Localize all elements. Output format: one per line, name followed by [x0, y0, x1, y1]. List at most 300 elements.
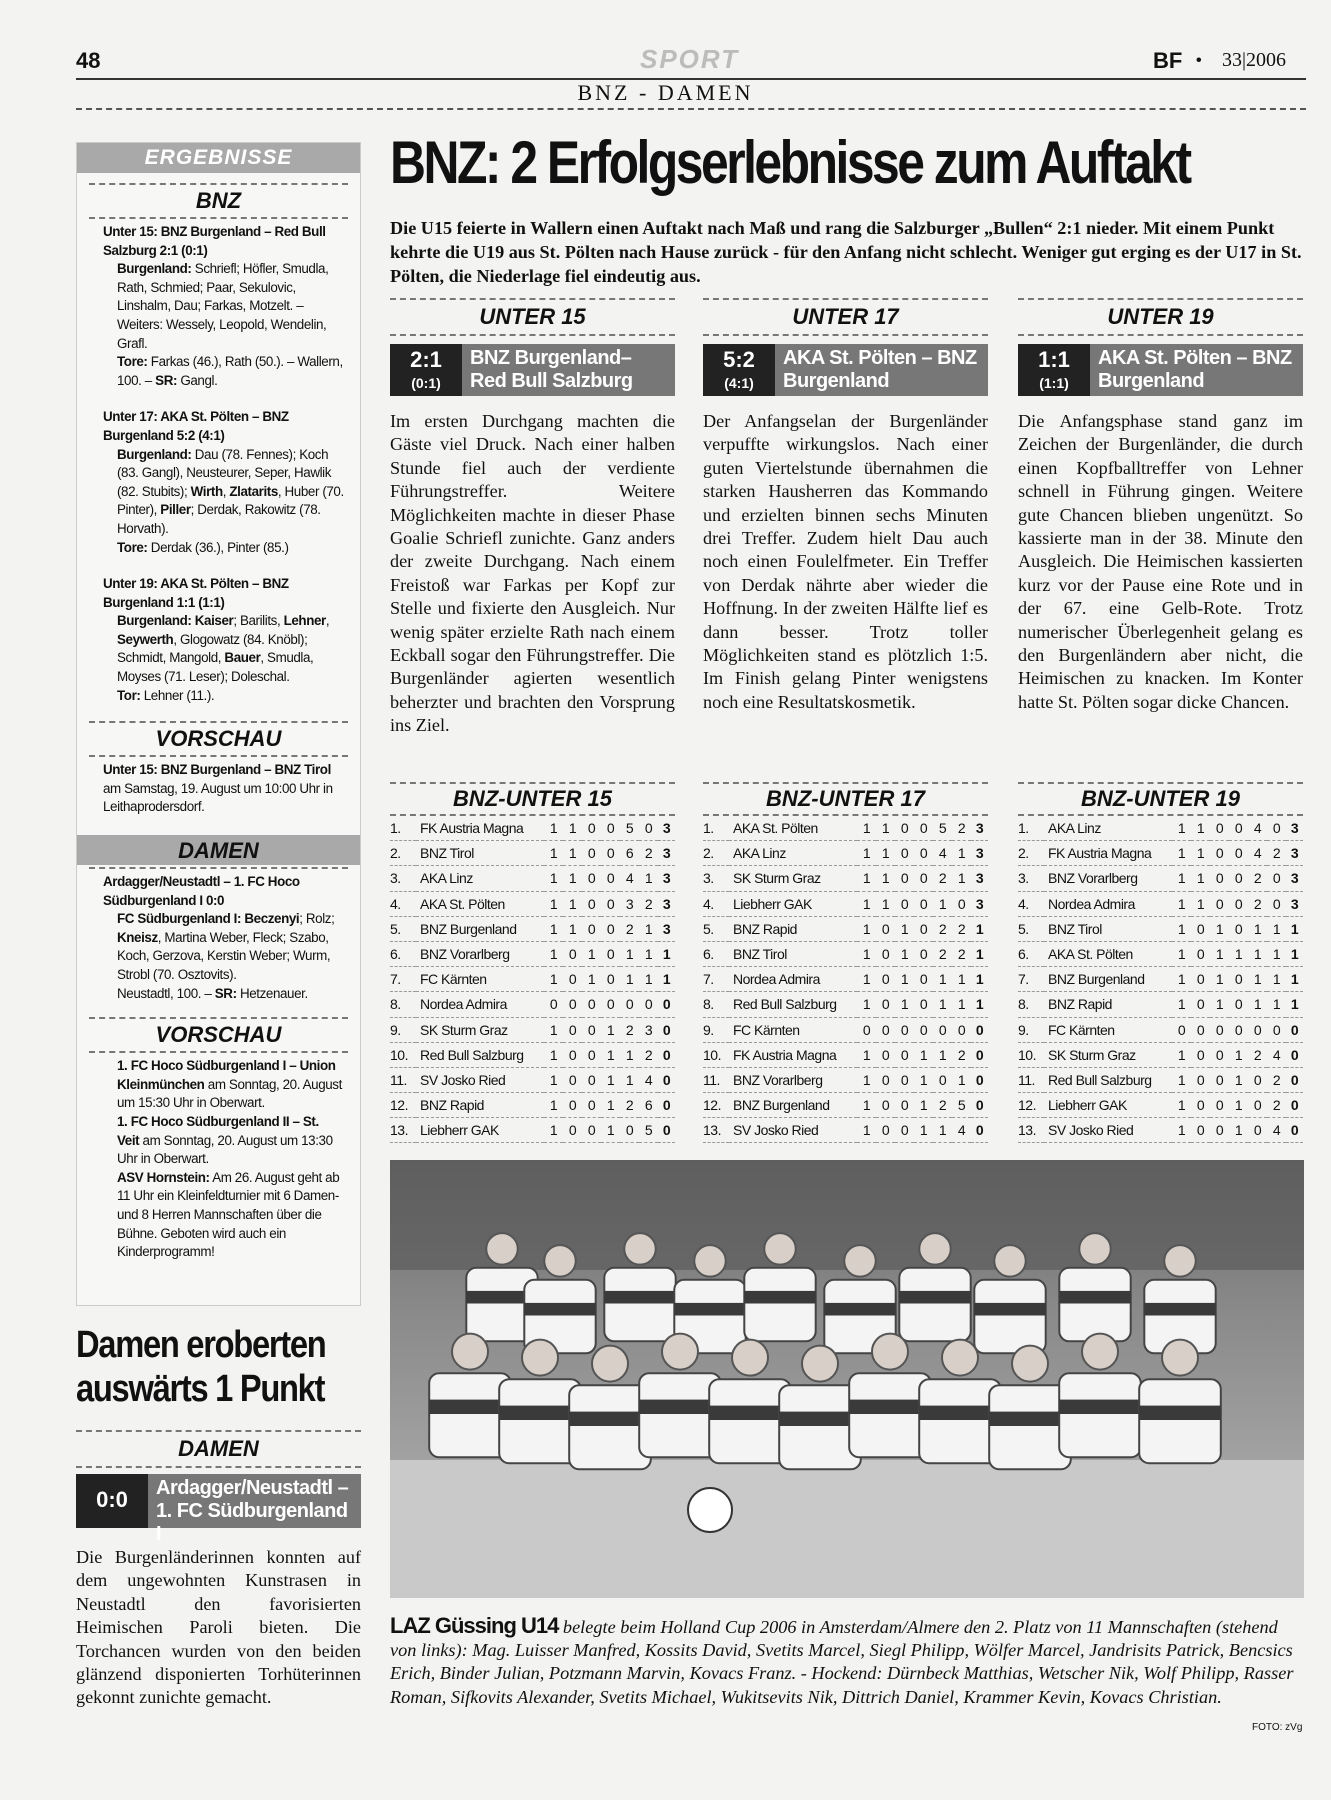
vorschau2-text: 1. FC Hoco Südburgenland I – Union Kleinmünchen am Sonntag, 20. August um 15:30 Uhr in Oberwart. 1. FC Hoco Südburgenland II – St. Veit am Sonntag, 20. August um 13:30 Uhr in Oberwart. ASV Hornstein: Am 26. August geht ab 11 Uhr ein Kleinfeldturnier mit 6 Damen- und 8 Herren Mannschaften über die Bühne. Geboten wird auch ein Kinderprogramm!: [117, 1058, 342, 1260]
table-row: [1018, 1042, 1303, 1067]
stat-cell: 0: [1229, 891, 1248, 916]
stat-cell: 1: [1172, 841, 1191, 866]
match-teams: AKA St. Pölten – BNZ Burgenland: [775, 344, 988, 396]
stat-cell: 0: [1210, 1118, 1229, 1143]
stat-cell: 0: [933, 1067, 952, 1092]
stat-cell: 0: [933, 1017, 952, 1042]
points-cell: 1: [971, 916, 988, 941]
team-cell: BNZ Tirol: [416, 841, 544, 866]
stat-cell: 1: [544, 916, 563, 941]
stat-cell: 1: [952, 841, 971, 866]
stat-cell: 1: [639, 916, 658, 941]
points-cell: 3: [1286, 841, 1303, 866]
stat-cell: 0: [563, 992, 582, 1017]
stat-cell: 0: [857, 1017, 876, 1042]
stat-cell: 0: [563, 941, 582, 966]
stat-cell: 1: [1248, 941, 1267, 966]
table-row: [390, 1093, 675, 1118]
rank-cell: 6.: [390, 941, 416, 966]
stat-cell: 0: [601, 891, 620, 916]
stat-cell: 0: [1191, 967, 1210, 992]
score: [703, 344, 775, 396]
team-cell: AKA Linz: [416, 866, 544, 891]
stat-cell: 1: [933, 1118, 952, 1143]
scorebox: [703, 344, 988, 396]
photo-credit: FOTO: zVg: [1252, 1722, 1303, 1733]
stat-cell: 1: [1267, 967, 1286, 992]
stat-cell: 0: [895, 866, 914, 891]
rank-cell: 2.: [1018, 841, 1044, 866]
stat-cell: 1: [933, 992, 952, 1017]
points-cell: 3: [658, 816, 675, 841]
stat-cell: 1: [933, 891, 952, 916]
stat-cell: 0: [895, 841, 914, 866]
stat-cell: 0: [895, 891, 914, 916]
stat-cell: 1: [857, 1093, 876, 1118]
stat-cell: 0: [914, 967, 933, 992]
stat-cell: 0: [582, 1067, 601, 1092]
points-cell: 3: [658, 866, 675, 891]
stat-cell: 2: [933, 1093, 952, 1118]
stat-cell: 1: [601, 1118, 620, 1143]
rank-cell: 4.: [390, 891, 416, 916]
stat-cell: 1: [544, 1093, 563, 1118]
stat-cell: 0: [1248, 1017, 1267, 1042]
match-teams: AKA St. Pölten – BNZ Burgenland: [1090, 344, 1303, 396]
column-heading: UNTER 19: [1018, 298, 1303, 336]
stat-cell: 1: [895, 941, 914, 966]
halftime-score: (1:1): [1039, 375, 1069, 391]
stat-cell: 2: [1267, 841, 1286, 866]
team-cell: AKA St. Pölten: [729, 816, 857, 841]
stat-cell: 0: [876, 1093, 895, 1118]
stat-cell: 0: [952, 891, 971, 916]
stat-cell: 1: [620, 941, 639, 966]
points-cell: 3: [658, 841, 675, 866]
stat-cell: 0: [1248, 1093, 1267, 1118]
table-row: [1018, 1093, 1303, 1118]
stat-cell: 4: [933, 841, 952, 866]
stat-cell: 0: [895, 1118, 914, 1143]
stat-cell: 2: [952, 816, 971, 841]
stat-cell: 1: [563, 916, 582, 941]
points-cell: 1: [971, 967, 988, 992]
team-cell: BNZ Rapid: [729, 916, 857, 941]
damen-title-line1: Damen eroberten: [76, 1324, 326, 1366]
stat-cell: 0: [1267, 1017, 1286, 1042]
rank-cell: 3.: [390, 866, 416, 891]
table-row: [390, 1118, 675, 1143]
rank-cell: 4.: [703, 891, 729, 916]
score-value: 2:1: [410, 347, 442, 372]
team-cell: BNZ Tirol: [729, 941, 857, 966]
column-body: Im ersten Durchgang machten die Gäste viel Druck. Nach einer halben Stunde fiel auch der verdiente Führungstreffer. Weitere Möglichkeiten machte in dieser Phase Goalie Schriefl zunichte. Ganz anders der zweite Durchgang. Nach einem Freistoß war Farkas per Kopf zur Stelle und fixierte den Ausgleich. Nur wenig später erzielte Rath nach einem Eckball sogar den Führungstreffer. Die Burgenländer agierten wesentlich beherzter und brachten den Vorsprung ins Ziel.: [390, 411, 675, 736]
standings-table: [1018, 816, 1303, 1143]
section-label: SPORT: [640, 44, 740, 74]
stat-cell: 0: [582, 1093, 601, 1118]
stat-cell: 2: [1248, 1042, 1267, 1067]
points-cell: 3: [658, 891, 675, 916]
stat-cell: 0: [544, 992, 563, 1017]
rank-cell: 10.: [703, 1042, 729, 1067]
stat-cell: 0: [1267, 816, 1286, 841]
points-cell: 0: [971, 1067, 988, 1092]
rank-cell: 11.: [390, 1067, 416, 1092]
stat-cell: 1: [876, 866, 895, 891]
stat-cell: 0: [1248, 1118, 1267, 1143]
team-cell: BNZ Burgenland: [729, 1093, 857, 1118]
table-row: [703, 992, 988, 1017]
stat-cell: 1: [952, 992, 971, 1017]
stat-cell: 5: [933, 816, 952, 841]
stat-cell: 1: [544, 1067, 563, 1092]
team-cell: SV Josko Ried: [729, 1118, 857, 1143]
stat-cell: 1: [544, 816, 563, 841]
stat-cell: 4: [952, 1118, 971, 1143]
stat-cell: 1: [1210, 916, 1229, 941]
points-cell: 0: [658, 1042, 675, 1067]
stat-cell: 1: [1267, 941, 1286, 966]
stat-cell: 1: [876, 841, 895, 866]
stat-cell: 5: [620, 816, 639, 841]
vorschau2-heading: VORSCHAU: [89, 1017, 348, 1053]
table-row: [703, 1017, 988, 1042]
stat-cell: 4: [620, 866, 639, 891]
table-row: [390, 891, 675, 916]
table-row: [390, 841, 675, 866]
stat-cell: 0: [876, 1017, 895, 1042]
stat-cell: 0: [1229, 1017, 1248, 1042]
stat-cell: 0: [1229, 866, 1248, 891]
stat-cell: 1: [1172, 1067, 1191, 1092]
stat-cell: 0: [1172, 1017, 1191, 1042]
stat-cell: 0: [582, 1017, 601, 1042]
stat-cell: 0: [1210, 1067, 1229, 1092]
stat-cell: 0: [914, 816, 933, 841]
article-intro: Die U15 feierte in Wallern einen Auftakt nach Maß und rang die Salzburger „Bullen“ 2:1 nieder. Mit einem Punkt kehrte die U19 aus St. Pölten nach Hause zurück - für den Anfang nicht schlecht. Weniger gut erging es der U17 in St. Pölten, die Niederlage fiel eindeutig aus.: [390, 218, 1302, 286]
table-row: [703, 1067, 988, 1092]
rank-cell: 12.: [390, 1093, 416, 1118]
points-cell: 0: [1286, 1093, 1303, 1118]
team-photo: [390, 1160, 1304, 1598]
stat-cell: 2: [933, 916, 952, 941]
stat-cell: 1: [601, 1042, 620, 1067]
points-cell: 0: [1286, 1042, 1303, 1067]
stat-cell: 2: [933, 866, 952, 891]
team-cell: AKA St. Pölten: [416, 891, 544, 916]
team-cell: SK Sturm Graz: [416, 1017, 544, 1042]
stat-cell: 1: [1172, 1042, 1191, 1067]
stat-cell: 1: [620, 1067, 639, 1092]
stat-cell: 2: [1248, 891, 1267, 916]
stat-cell: 3: [620, 891, 639, 916]
rank-cell: 10.: [1018, 1042, 1044, 1067]
stat-cell: 1: [1210, 967, 1229, 992]
stat-cell: 0: [1210, 1042, 1229, 1067]
page-number: 48: [76, 48, 101, 73]
scorebox: [1018, 344, 1303, 396]
team-cell: Liebherr GAK: [729, 891, 857, 916]
table-row: [703, 1118, 988, 1143]
article-title: BNZ: 2 Erfolgserlebnisse zum Auftakt: [390, 129, 1190, 196]
stat-cell: 1: [1172, 992, 1191, 1017]
team-cell: AKA Linz: [729, 841, 857, 866]
rank-cell: 11.: [703, 1067, 729, 1092]
stat-cell: 0: [1210, 841, 1229, 866]
stat-cell: 1: [563, 816, 582, 841]
team-cell: SV Josko Ried: [416, 1067, 544, 1092]
stat-cell: 1: [544, 1042, 563, 1067]
bnz-heading: BNZ: [89, 183, 348, 219]
stat-cell: 1: [895, 916, 914, 941]
team-cell: BNZ Tirol: [1044, 916, 1172, 941]
stat-cell: 1: [1248, 967, 1267, 992]
table-row: [390, 1042, 675, 1067]
points-cell: 3: [1286, 866, 1303, 891]
points-cell: 1: [971, 992, 988, 1017]
stat-cell: 0: [914, 992, 933, 1017]
score: [390, 344, 462, 396]
team-cell: Nordea Admira: [729, 967, 857, 992]
stat-cell: 0: [1210, 816, 1229, 841]
points-cell: 1: [1286, 992, 1303, 1017]
stat-cell: 0: [601, 967, 620, 992]
points-cell: 0: [658, 1093, 675, 1118]
stat-cell: 0: [1210, 866, 1229, 891]
points-cell: 3: [1286, 816, 1303, 841]
team-cell: SK Sturm Graz: [1044, 1042, 1172, 1067]
stat-cell: 1: [914, 1093, 933, 1118]
points-cell: 0: [1286, 1017, 1303, 1042]
table-heading: BNZ-UNTER 17: [703, 782, 988, 816]
team-cell: SV Josko Ried: [1044, 1118, 1172, 1143]
stat-cell: 1: [857, 891, 876, 916]
stat-cell: 1: [1172, 941, 1191, 966]
stat-cell: 0: [1191, 941, 1210, 966]
stat-cell: 1: [1172, 967, 1191, 992]
stat-cell: 1: [857, 841, 876, 866]
stat-cell: 0: [1191, 1042, 1210, 1067]
stat-cell: 1: [1172, 891, 1191, 916]
damen-story-heading: DAMEN: [76, 1430, 361, 1468]
stat-cell: 0: [563, 1042, 582, 1067]
points-cell: 3: [971, 841, 988, 866]
team-cell: FK Austria Magna: [416, 816, 544, 841]
rank-cell: 5.: [390, 916, 416, 941]
stat-cell: 1: [914, 1042, 933, 1067]
halftime-score: (0:1): [411, 375, 441, 391]
stat-cell: 0: [601, 941, 620, 966]
stat-cell: 0: [914, 841, 933, 866]
stat-cell: 1: [1172, 916, 1191, 941]
team-cell: AKA St. Pölten: [1044, 941, 1172, 966]
points-cell: 0: [658, 1067, 675, 1092]
team-cell: BNZ Burgenland: [416, 916, 544, 941]
rank-cell: 9.: [1018, 1017, 1044, 1042]
stat-cell: 0: [895, 1042, 914, 1067]
team-cell: Liebherr GAK: [416, 1118, 544, 1143]
points-cell: 0: [658, 992, 675, 1017]
stat-cell: 0: [876, 941, 895, 966]
football: [688, 1488, 732, 1532]
stat-cell: 0: [639, 816, 658, 841]
damen-results-text: Ardagger/Neustadtl – 1. FC Hoco Südburgenland I 0:0 FC Südburgenland I: Beczenyi; Rolz; Kneisz, Martina Weber, Fleck; Szabo, Koch, Gerzova, Kerstin Weber; Wurm, Strobl (70. Osztovits). Neustadtl, 100. – SR: Hetzenauer.: [103, 874, 335, 1001]
damen-score: 0:0: [76, 1474, 148, 1528]
rank-cell: 5.: [1018, 916, 1044, 941]
stat-cell: 2: [620, 1093, 639, 1118]
results-box: [76, 142, 361, 1306]
damen-title-line2: auswärts 1 Punkt: [76, 1368, 325, 1410]
table-row: [703, 941, 988, 966]
table-row: [1018, 992, 1303, 1017]
table-row: [1018, 841, 1303, 866]
stat-cell: 0: [563, 1093, 582, 1118]
stat-cell: 1: [639, 866, 658, 891]
stat-cell: 0: [952, 1017, 971, 1042]
points-cell: 3: [971, 891, 988, 916]
stat-cell: 0: [1229, 992, 1248, 1017]
stat-cell: 0: [582, 1042, 601, 1067]
stat-cell: 0: [601, 916, 620, 941]
stat-cell: 1: [1229, 1093, 1248, 1118]
stat-cell: 0: [639, 992, 658, 1017]
score-value: 1:1: [1038, 347, 1070, 372]
column-heading: UNTER 15: [390, 298, 675, 336]
paper-name: BF: [1153, 48, 1183, 73]
rank-cell: 8.: [390, 992, 416, 1017]
table-row: [390, 916, 675, 941]
stat-cell: 1: [914, 1118, 933, 1143]
stat-cell: 1: [1267, 916, 1286, 941]
stat-cell: 1: [933, 1042, 952, 1067]
stat-cell: 2: [1267, 1093, 1286, 1118]
stat-cell: 1: [1191, 866, 1210, 891]
rank-cell: 1.: [390, 816, 416, 841]
rank-cell: 11.: [1018, 1067, 1044, 1092]
rank-cell: 12.: [703, 1093, 729, 1118]
team-cell: SK Sturm Graz: [729, 866, 857, 891]
team-cell: BNZ Burgenland: [1044, 967, 1172, 992]
stat-cell: 0: [563, 1067, 582, 1092]
stat-cell: 3: [639, 1017, 658, 1042]
stat-cell: 0: [914, 866, 933, 891]
stat-cell: 0: [582, 916, 601, 941]
stat-cell: 1: [952, 967, 971, 992]
stat-cell: 1: [582, 967, 601, 992]
stat-cell: 1: [1172, 866, 1191, 891]
table-row: [1018, 967, 1303, 992]
rank-cell: 2.: [390, 841, 416, 866]
table-row: [390, 1017, 675, 1042]
stat-cell: 1: [601, 1017, 620, 1042]
team-cell: FC Kärnten: [729, 1017, 857, 1042]
rank-cell: 6.: [1018, 941, 1044, 966]
stat-cell: 1: [952, 866, 971, 891]
table-row: [703, 841, 988, 866]
stat-cell: 0: [895, 816, 914, 841]
stat-cell: 1: [1248, 916, 1267, 941]
table-row: [1018, 941, 1303, 966]
stat-cell: 2: [639, 891, 658, 916]
stat-cell: 0: [1248, 1067, 1267, 1092]
table-row: [390, 866, 675, 891]
points-cell: 0: [658, 1017, 675, 1042]
stat-cell: 4: [1267, 1042, 1286, 1067]
stat-cell: 1: [1267, 992, 1286, 1017]
vorschau-heading: VORSCHAU: [89, 721, 348, 757]
stat-cell: 0: [601, 841, 620, 866]
rank-cell: 3.: [703, 866, 729, 891]
stat-cell: 1: [1229, 941, 1248, 966]
points-cell: 1: [971, 941, 988, 966]
stat-cell: 6: [620, 841, 639, 866]
header-bullet: •: [1196, 52, 1202, 69]
header-dashed-rule: [76, 108, 1306, 110]
stat-cell: 0: [563, 1118, 582, 1143]
stat-cell: 1: [1172, 1118, 1191, 1143]
stat-cell: 1: [1229, 1118, 1248, 1143]
stat-cell: 1: [544, 866, 563, 891]
rank-cell: 13.: [1018, 1118, 1044, 1143]
rank-cell: 9.: [703, 1017, 729, 1042]
rank-cell: 7.: [390, 967, 416, 992]
table-row: [1018, 866, 1303, 891]
stat-cell: 4: [1248, 816, 1267, 841]
stat-cell: 0: [895, 1067, 914, 1092]
stat-cell: 0: [1191, 916, 1210, 941]
points-cell: 0: [971, 1118, 988, 1143]
points-cell: 1: [658, 941, 675, 966]
stat-cell: 0: [914, 941, 933, 966]
stat-cell: 0: [1229, 967, 1248, 992]
table-heading: BNZ-UNTER 19: [1018, 782, 1303, 816]
stat-cell: 0: [582, 1118, 601, 1143]
results-bnz-text: Unter 15: BNZ Burgenland – Red Bull Salzburg 2:1 (0:1) Burgenland: Schriefl; Höfler, Smudla, Rath, Schmied; Paar, Sekulovic, Linshalm, Dau; Farkas, Motzelt. – Weiters: Wessely, Leopold, Wendelin, Grafl. Tore: Farkas (46.), Rath (50.). – Wallern, 100. – SR: Gangl. Unter 17: AKA St. Pölten – BNZ Burgenland 5:2 (4:1) Burgenland: Dau (78. Fennes); Koch (83. Gangl), Neusteurer, Seper, Hawlik (82. Stubits); Wirth, Zlatarits, Huber (70. Pinter), Piller; Derdak, Rakowitz (78. Horvath). Tore: Derdak (36.), Pinter (85.) Unter 19: AKA St. Pölten – BNZ Burgenland 1:1 (1:1) Burgenland: Kaiser; Barilits, Lehner, Seywerth, Glogowatz (84. Knöbl); Schmidt, Mangold, Bauer, Smudla, Moyses (71. Leser); Doleschal. Tor: Lehner (11.).: [103, 224, 344, 703]
table-row: [703, 967, 988, 992]
stat-cell: 1: [1191, 841, 1210, 866]
stat-cell: 1: [952, 1067, 971, 1092]
stat-cell: 4: [639, 1067, 658, 1092]
stat-cell: 1: [563, 866, 582, 891]
stat-cell: 0: [601, 992, 620, 1017]
stat-cell: 0: [620, 1118, 639, 1143]
table-row: [1018, 891, 1303, 916]
stat-cell: 2: [1267, 1067, 1286, 1092]
rank-cell: 13.: [703, 1118, 729, 1143]
team-cell: Red Bull Salzburg: [416, 1042, 544, 1067]
stat-cell: 0: [876, 967, 895, 992]
stat-cell: 0: [876, 992, 895, 1017]
table-row: [1018, 816, 1303, 841]
stat-cell: 1: [1210, 992, 1229, 1017]
stat-cell: 0: [876, 1067, 895, 1092]
stat-cell: 0: [1267, 891, 1286, 916]
points-cell: 0: [971, 1042, 988, 1067]
stat-cell: 0: [914, 891, 933, 916]
rank-cell: 5.: [703, 916, 729, 941]
team-cell: BNZ Vorarlberg: [729, 1067, 857, 1092]
table-row: [390, 941, 675, 966]
score: [1018, 344, 1090, 396]
rank-cell: 8.: [703, 992, 729, 1017]
stat-cell: 1: [876, 816, 895, 841]
stat-cell: 2: [952, 1042, 971, 1067]
stat-cell: 0: [620, 992, 639, 1017]
stat-cell: 0: [1191, 1017, 1210, 1042]
halftime-score: (4:1): [724, 375, 754, 391]
team-cell: Red Bull Salzburg: [729, 992, 857, 1017]
stat-cell: 0: [1191, 1067, 1210, 1092]
